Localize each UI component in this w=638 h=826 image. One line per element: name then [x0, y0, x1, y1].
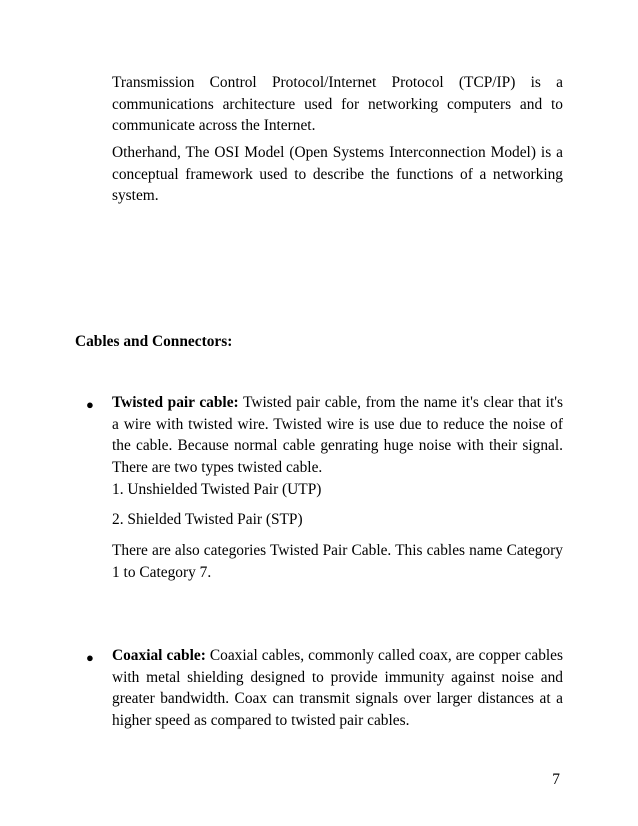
page-number: 7: [552, 771, 560, 788]
coaxial-paragraph: [112, 645, 563, 731]
list-item-stp: 2. Shielded Twisted Pair (STP): [112, 511, 303, 528]
bullet-icon: ●: [86, 650, 94, 665]
coaxial-term: Coaxial cable:: [112, 647, 206, 664]
section-heading: Cables and Connectors:: [75, 333, 233, 350]
coaxial-text: Coaxial cables, commonly called coax, are copper cables with metal shielding designed to provide immunity against noise and greater bandwidth. Coax can transmit signals over larger distances at a higher speed as compared to twisted pair cables.: [112, 647, 563, 729]
twisted-pair-term: Twisted pair cable:: [112, 394, 239, 411]
intro-paragraph-tcpip: Transmission Control Protocol/Internet Protocol (TCP/IP) is a communications architecture used for networking computers and to communicate across the Internet.: [112, 74, 563, 134]
twisted-pair-categories-note: There are also categories Twisted Pair Cable. This cables name Category 1 to Category 7.: [112, 542, 563, 581]
intro-paragraph-osi: Otherhand, The OSI Model (Open Systems Interconnection Model) is a conceptual framework used to describe the functions of a networking system.: [112, 144, 563, 204]
twisted-pair-text: Twisted pair cable, from the name it's clear that it's a wire with twisted wire. Twisted wire is use due to reduce the noise of the cable. Because normal cable genrating huge noise with their signal. There are two types twisted cable.: [112, 394, 563, 476]
list-item-utp: 1. Unshielded Twisted Pair (UTP): [112, 481, 322, 498]
twisted-pair-paragraph: [112, 392, 563, 478]
bullet-icon: ●: [86, 397, 94, 412]
